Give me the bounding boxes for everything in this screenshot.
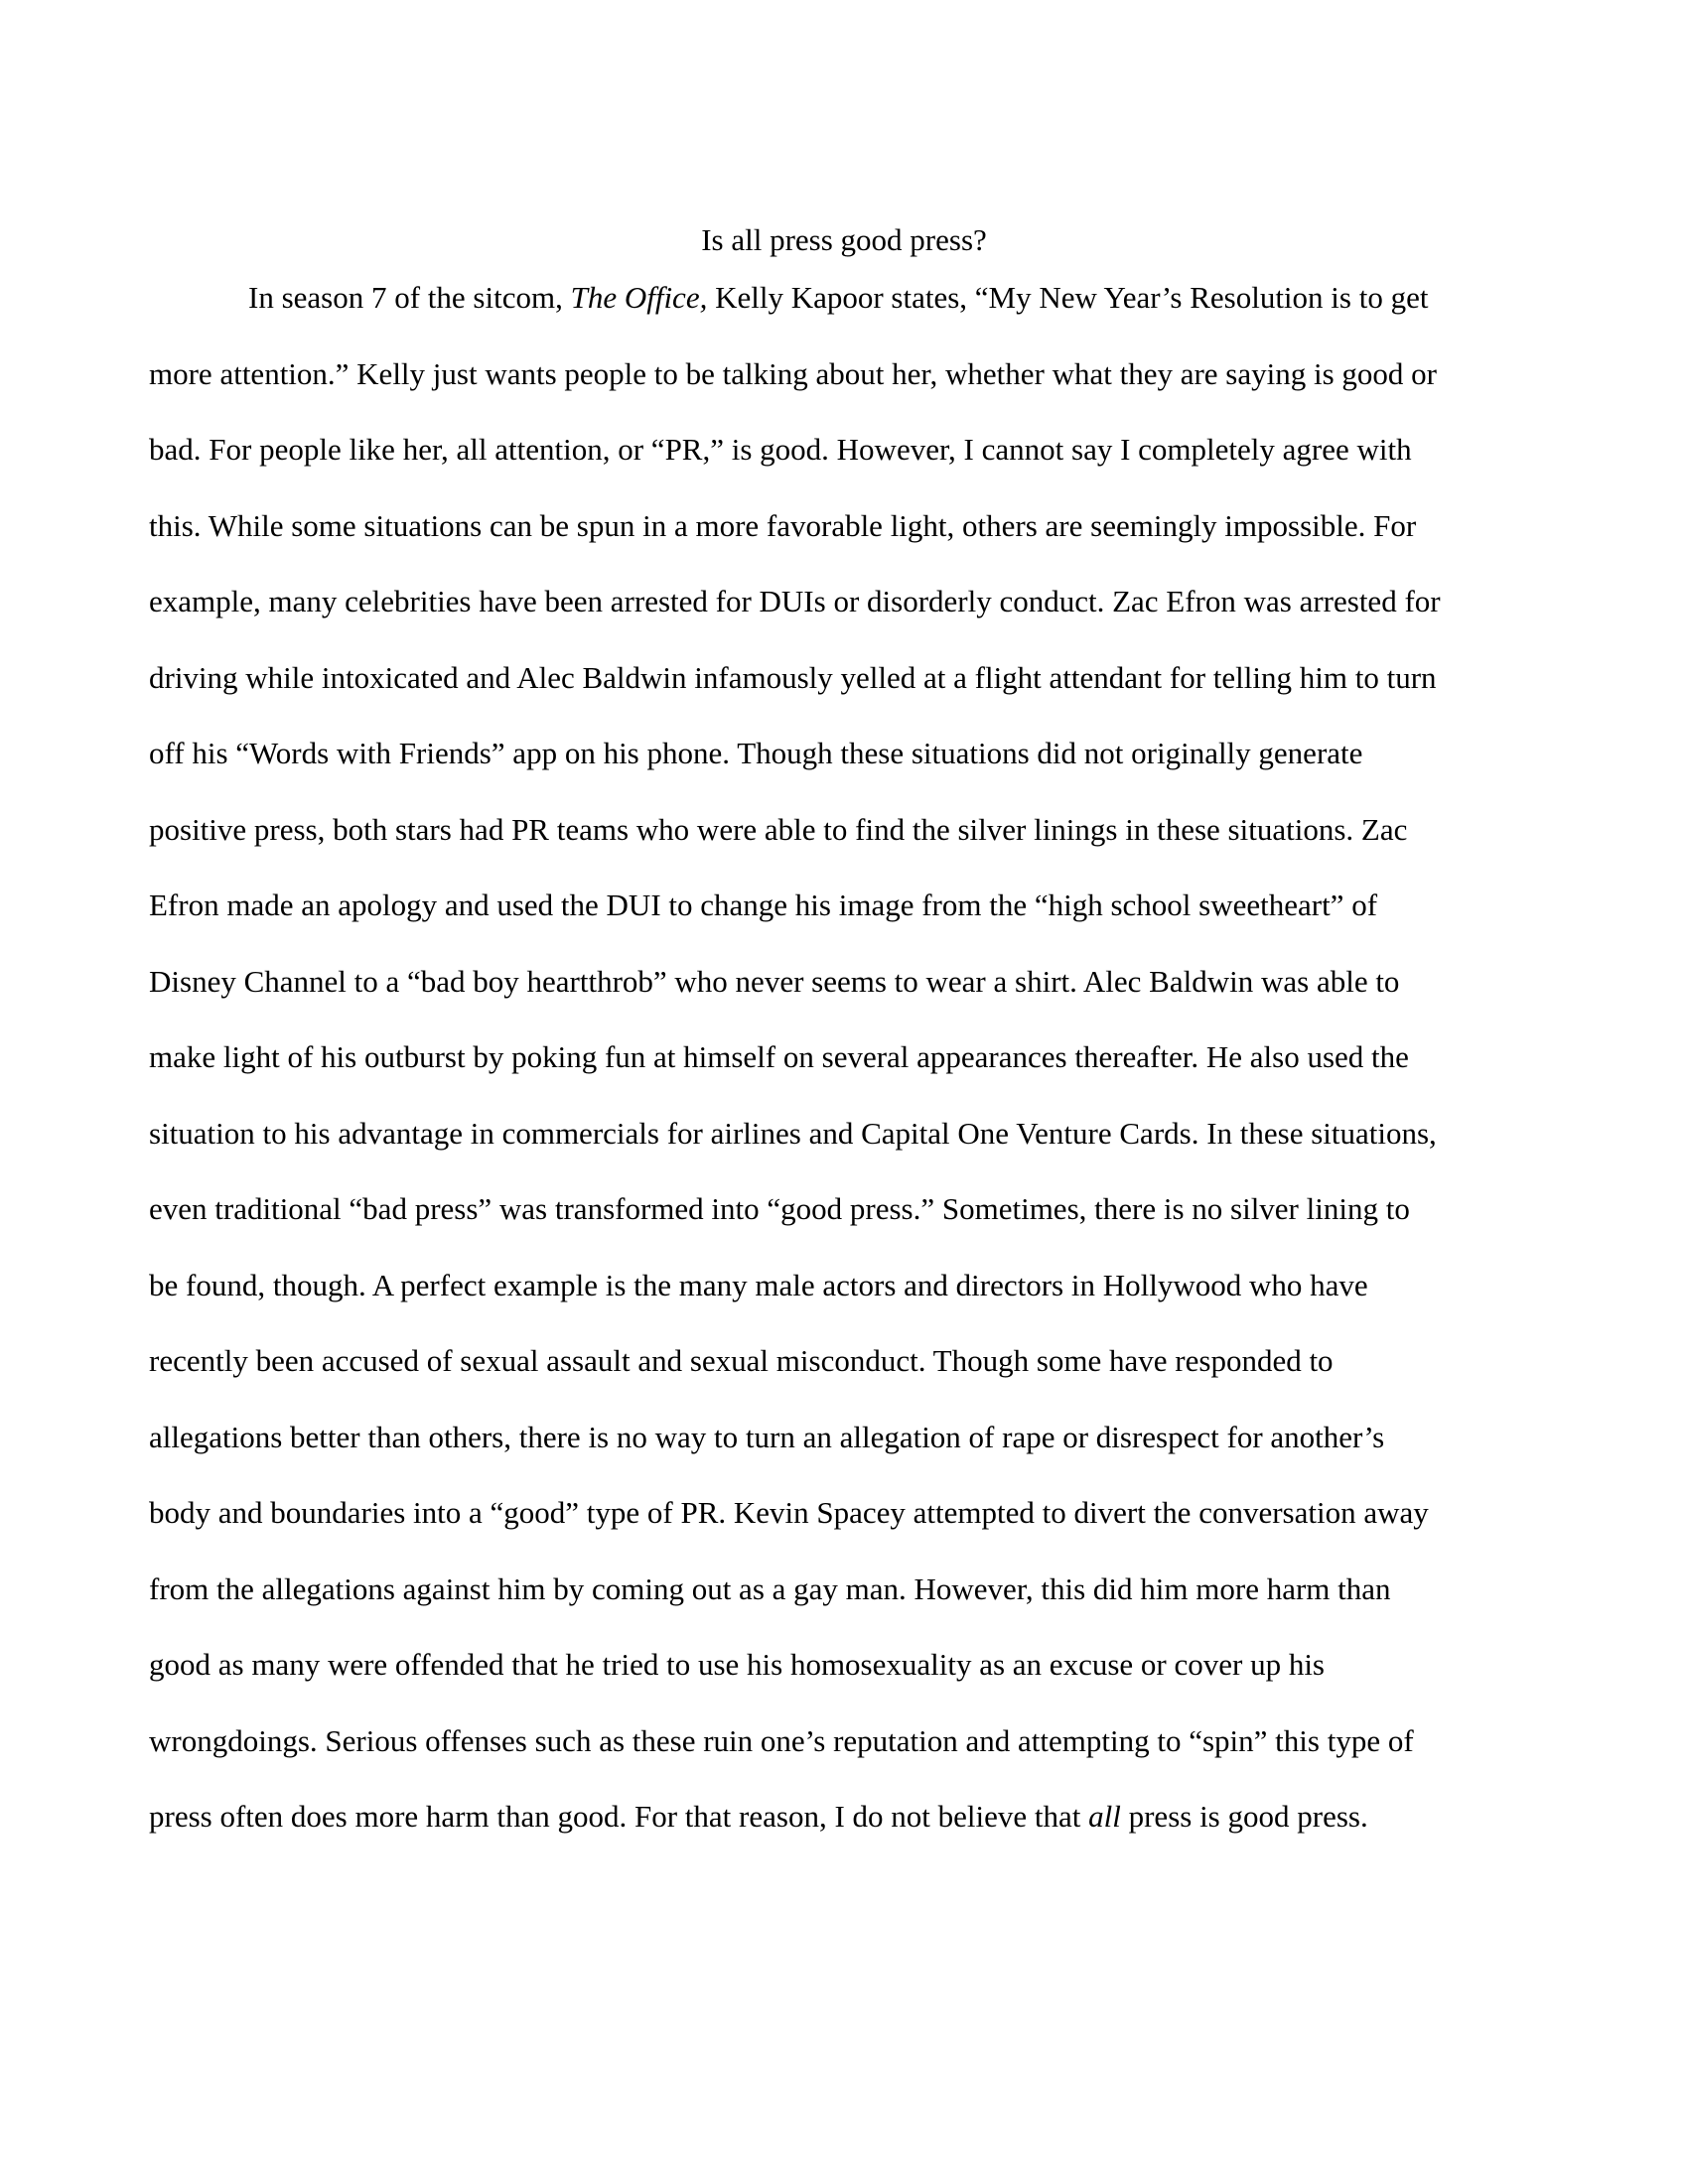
text-run: from the allegations against him by coming out as a gay man. However, this did him more harm than (149, 1570, 1391, 1606)
text-run: off his “Words with Friends” app on his phone. Though these situations did not originally generate (149, 736, 1363, 770)
paragraph-line (149, 337, 1539, 413)
paragraph-line (149, 1552, 1539, 1628)
text-run: example, many celebrities have been arrested for DUIs or disorderly conduct. Zac Efron was arrested for (149, 584, 1441, 618)
paragraph-line (149, 412, 1539, 488)
text-run: Efron made an apology and used the DUI to change his image from the “high school sweetheart” of (149, 887, 1378, 922)
text-run: this. While some situations can be spun in a more favorable light, others are seemingly impossible. For (149, 507, 1417, 543)
text-run: allegations better than others, there is no way to turn an allegation of rape or disrespect for another’s (149, 1419, 1385, 1454)
text-run: Kelly Kapoor states, “My New Year’s Resolution is to get (707, 280, 1429, 315)
paragraph-line (149, 488, 1539, 565)
paragraph-line (149, 868, 1539, 944)
text-run: wrongdoings. Serious offenses such as these ruin one’s reputation and attempting to “spin” this type of (149, 1722, 1414, 1758)
document-title: Is all press good press? (701, 222, 987, 257)
paragraph-line (149, 1475, 1539, 1552)
italic-text: The Office, (570, 280, 708, 315)
text-run: situation to his advantage in commercials for airlines and Capital One Venture Cards. In these situations, (149, 1115, 1437, 1151)
essay-paragraph (149, 260, 1539, 1855)
paragraph-line (149, 1627, 1539, 1704)
paragraph-line (149, 1248, 1539, 1324)
text-run: more attention.” Kelly just wants people to be talking about her, whether what they are saying is good or (149, 355, 1437, 391)
text-run: In season 7 of the sitcom, (248, 280, 571, 315)
text-run: bad. For people like her, all attention, or “PR,” is good. However, I cannot say I completely agree with (149, 432, 1412, 467)
paragraph-line (149, 944, 1539, 1021)
text-run: driving while intoxicated and Alec Baldwin infamously yelled at a flight attendant for telling him to turn (149, 659, 1437, 695)
paragraph-line (149, 1704, 1539, 1780)
paragraph-line (149, 1779, 1539, 1855)
text-run: make light of his outburst by poking fun at himself on several appearances thereafter. He also used the (149, 1039, 1409, 1074)
paragraph-line (149, 1096, 1539, 1172)
paragraph-line (149, 1020, 1539, 1096)
paragraph-line (149, 260, 1539, 337)
paragraph-line (149, 1171, 1539, 1248)
text-run: body and boundaries into a “good” type of PR. Kevin Spacey attempted to divert the conversation away (149, 1495, 1429, 1530)
paragraph-line (149, 716, 1539, 792)
italic-text: all (1088, 1799, 1121, 1834)
paragraph-line (149, 640, 1539, 717)
paragraph-line (149, 564, 1539, 640)
paragraph-line (149, 1323, 1539, 1400)
text-run: positive press, both stars had PR teams who were able to find the silver linings in these situations. Zac (149, 811, 1408, 847)
text-run: good as many were offended that he tried to use his homosexuality as an excuse or cover up his (149, 1647, 1325, 1682)
paragraph-line (149, 1400, 1539, 1476)
text-run: be found, though. A perfect example is the many male actors and directors in Hollywood who have (149, 1267, 1368, 1302)
text-run: Disney Channel to a “bad boy heartthrob” who never seems to wear a shirt. Alec Baldwin was able to (149, 963, 1400, 999)
paragraph-line (149, 792, 1539, 869)
text-run: press often does more harm than good. For that reason, I do not believe that (149, 1799, 1089, 1834)
text-run: press is good press. (1120, 1799, 1368, 1834)
text-run: even traditional “bad press” was transformed into “good press.” Sometimes, there is no silver lining to (149, 1191, 1410, 1226)
text-run: recently been accused of sexual assault and sexual misconduct. Though some have responded to (149, 1343, 1334, 1378)
